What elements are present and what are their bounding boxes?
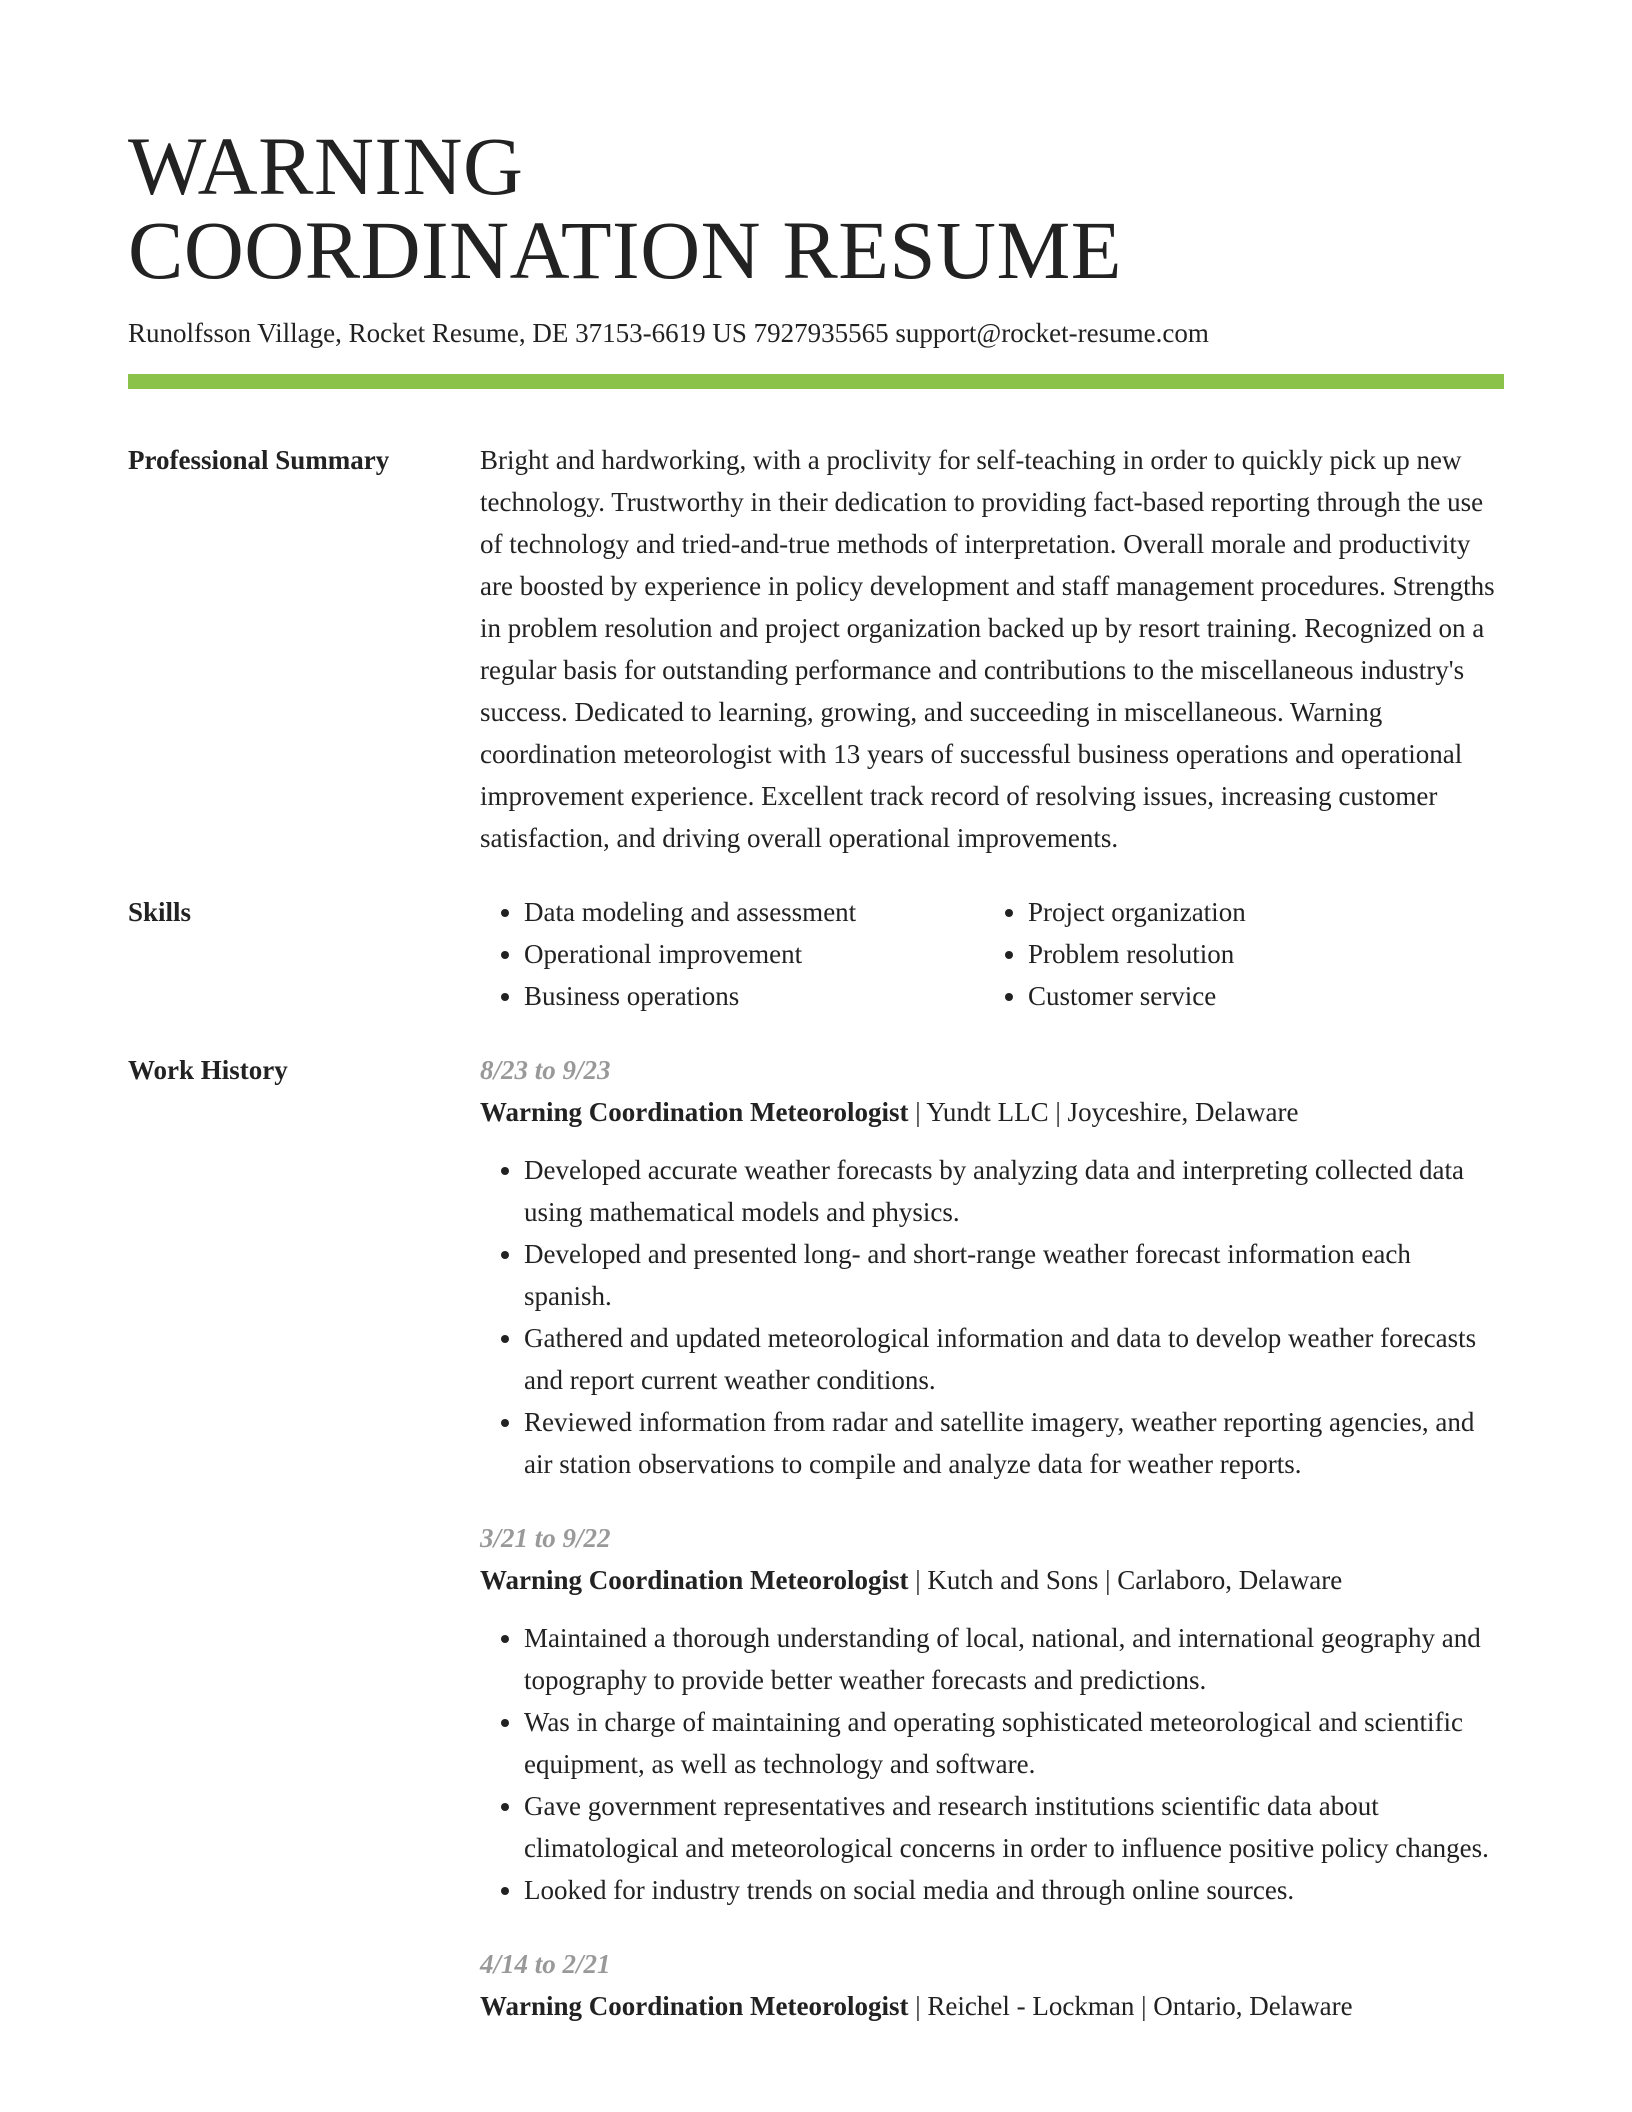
job-bullet: • Reviewed information from radar and satellite imagery, weather reporting agencies, and air station observations to compile and analyze data for weather reports.	[524, 1401, 1504, 1485]
job-dates: 3/21 to 9/22	[480, 1523, 611, 1553]
section-label-skills: Skills	[128, 897, 192, 927]
summary-body	[480, 439, 1504, 859]
summary-text: Bright and hardworking, with a proclivity for self-teaching in order to quickly pick up new technology. Trustworthy in their dedication to providing fact-based reporting through the use of technology and tried-and-true methods of interpretation. Overall morale and productivity are boosted by experience in policy development and staff management procedures. Strengths in problem resolution and project organization backed up by resort training. Recognized on a regular basis for outstanding performance and contributions to the miscellaneous industry's success. Dedicated to learning, growing, and succeeding in miscellaneous. Warning coordination meteorologist with 13 years of successful business operations and operational improvement experience. Excellent track record of resolving issues, increasing customer satisfaction, and driving overall operational improvements.	[480, 445, 1495, 853]
job-bullet: • Gathered and updated meteorological information and data to develop weather forecasts and report current weather conditions.	[524, 1317, 1504, 1401]
skills-column-right	[984, 891, 1488, 1017]
job-heading	[480, 1559, 1504, 1601]
skill-item: • Data modeling and assessment	[524, 891, 984, 933]
job-heading	[480, 1985, 1504, 2027]
section-label-summary: Professional Summary	[128, 445, 390, 475]
job-company-location: | Yundt LLC | Joyceshire, Delaware	[908, 1097, 1299, 1127]
job-bullet-list	[480, 1617, 1504, 1911]
job-title: Warning Coordination Meteorologist	[480, 1991, 909, 2021]
job-dates: 4/14 to 2/21	[480, 1949, 611, 1979]
skill-item: • Project organization	[1028, 891, 1488, 933]
job-heading	[480, 1091, 1504, 1133]
job-entry	[480, 1049, 1504, 1485]
accent-divider	[128, 374, 1504, 389]
resume-page	[128, 0, 1504, 2059]
work-history-section	[128, 1049, 1504, 2059]
job-bullet: • Gave government representatives and research institutions scientific data about climatological and meteorological concerns in order to influence positive policy changes.	[524, 1785, 1504, 1869]
job-bullet-list	[480, 1149, 1504, 1485]
job-bullet: • Looked for industry trends on social media and through online sources.	[524, 1869, 1504, 1911]
contact-info: Runolfsson Village, Rocket Resume, DE 37153-6619 US 7927935565 support@rocket-resume.com	[128, 318, 1209, 348]
job-company-location: | Reichel - Lockman | Ontario, Delaware	[908, 1991, 1353, 2021]
resume-title-line-2: COORDINATION RESUME	[128, 204, 1122, 296]
job-bullet: • Developed accurate weather forecasts by analyzing data and interpreting collected data using mathematical models and physics.	[524, 1149, 1504, 1233]
section-label-work-history: Work History	[128, 1055, 288, 1085]
skill-item: • Problem resolution	[1028, 933, 1488, 975]
job-company-location: | Kutch and Sons | Carlaboro, Delaware	[908, 1565, 1343, 1595]
professional-summary-section	[128, 439, 1504, 859]
job-bullet: • Developed and presented long- and short-range weather forecast information each spanish.	[524, 1233, 1504, 1317]
resume-title-line-1: WARNING	[128, 120, 524, 212]
skill-item: • Operational improvement	[524, 933, 984, 975]
resume-title	[128, 0, 1504, 296]
skills-column-left	[480, 891, 984, 1017]
skill-item: • Customer service	[1028, 975, 1488, 1017]
skill-item: • Business operations	[524, 975, 984, 1017]
job-bullet: • Maintained a thorough understanding of local, national, and international geography and topography to provide better weather forecasts and predictions.	[524, 1617, 1504, 1701]
job-entry	[480, 1517, 1504, 1911]
job-entry	[480, 1943, 1504, 2027]
skills-section	[128, 891, 1504, 1017]
skills-grid	[480, 891, 1504, 1017]
skills-body	[480, 891, 1504, 1017]
job-title: Warning Coordination Meteorologist	[480, 1097, 909, 1127]
job-dates: 8/23 to 9/23	[480, 1055, 611, 1085]
job-title: Warning Coordination Meteorologist	[480, 1565, 909, 1595]
work-history-body	[480, 1049, 1504, 2059]
job-bullet: • Was in charge of maintaining and operating sophisticated meteorological and scientific equipment, as well as technology and software.	[524, 1701, 1504, 1785]
